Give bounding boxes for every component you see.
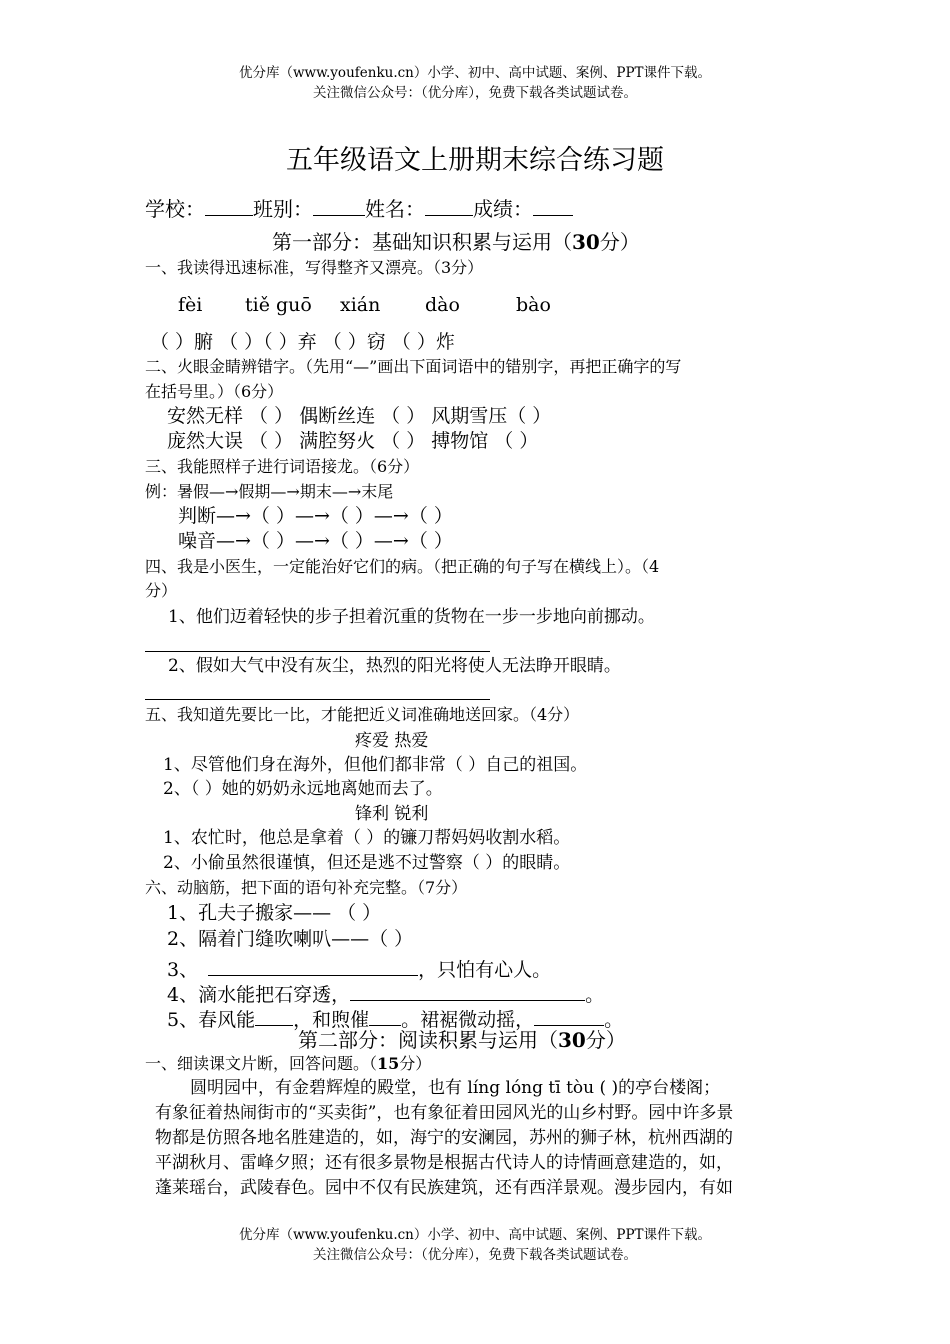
q1-pinyin-1: fèi [178,294,203,316]
q3-row-1: 判断—→（ ）—→（ ）—→（ ） [178,505,453,527]
q6-item-5-end: 。 [604,1009,624,1031]
q2-prompt-a: 二、火眼金睛辨错字。（先用“—”画出下面词语中的错别字，再把正确字的写 [145,357,682,376]
q6-item-5 [167,1006,623,1030]
q6-item-2: 2、隔着门缝吹喇叭——（ ） [167,928,414,950]
name-blank[interactable] [425,195,473,216]
name-label: 姓名： [365,197,425,221]
part2-q1-points: 15 [377,1054,400,1073]
passage-line-5: 蓬莱瑶台，武陵春色。园中不仅有民族建筑，还有西洋景观。漫步园内，有如 [155,1178,733,1198]
q3-prompt: 三、我能照样子进行词语接龙。（6分） [145,457,420,476]
q5-pair2-sentence-2: 2、小偷虽然很谨慎，但还是逃不过警察（ ）的眼睛。 [163,853,571,873]
q5-pair2-sentence-1: 1、农忙时，他总是拿着（ ）的镰刀帮妈妈收割水稻。 [163,828,571,848]
q5-prompt: 五、我知道先要比一比，才能把近义词准确地送回家。（4分） [145,705,580,724]
q1-pinyin-3: xián [340,294,381,316]
part2-heading [298,1030,626,1050]
q4-sentence-1: 1、他们迈着轻快的步子担着沉重的货物在一步一步地向前挪动。 [168,607,655,627]
q2-prompt-b: 在括号里。）（6分） [145,382,284,401]
passage-line-1: 圆明园中，有金碧辉煌的殿堂，也有 líng lóng tī tòu ( )的亭台楼阁； [190,1078,721,1098]
q6-item-4-blank[interactable] [350,981,585,1001]
footer-line-2: 关注微信公众号：（优分库），免费下载各类试题试卷。 [313,1247,637,1263]
score-label: 成绩： [473,197,533,221]
part2-q1-prompt-text: 一、细读课文片断，回答问题。（ [145,1054,378,1073]
part2-heading-text: 第二部分：阅读积累与运用（ [298,1028,558,1052]
q6-item-4 [167,981,604,1005]
page-title: 五年级语文上册期末综合练习题 [286,145,664,176]
q4-prompt-b: 分） [145,581,178,600]
part1-points: 30 [572,230,600,254]
q2-row-1: 安然无样 （ ） 偶断丝连 （ ） 风期雪压（ ） [167,405,552,427]
part1-heading [272,232,640,252]
q4-answer-line-1[interactable] [145,651,490,652]
q6-item-4-end: 。 [585,984,605,1006]
part1-heading-text: 第一部分：基础知识积累与运用（ [272,230,572,254]
school-blank[interactable] [205,195,253,216]
q5-pair1-sentence-2: 2、（ ）她的奶奶永远地离她而去了。 [163,779,443,799]
q6-item-5-blank-3[interactable] [534,1006,604,1026]
part2-heading-end: 分） [585,1028,626,1052]
q1-answer-line: （ ）腑 （ ）（ ）弃 （ ）窃 （ ）炸 [150,331,455,353]
q6-item-5-blank-2[interactable] [369,1006,401,1026]
score-blank[interactable] [533,195,573,216]
q3-row-2: 噪音—→（ ）—→（ ）—→（ ） [178,530,453,552]
q1-pinyin-4: dào [425,294,460,316]
q4-sentence-2: 2、假如大气中没有灰尘，热烈的阳光将使人无法睁开眼睛。 [168,656,621,676]
q6-prompt: 六、动脑筋，把下面的语句补充完整。（7分） [145,878,468,897]
q5-word-pair-2: 锋利 锐利 [355,804,429,824]
q6-item-3-blank[interactable] [208,956,418,976]
q6-item-3 [167,956,551,980]
passage-line-2: 有象征着热闹街市的“买卖街”，也有象征着田园风光的山乡村野。园中许多景 [155,1103,734,1123]
q5-pair1-sentence-1: 1、尽管他们身在海外，但他们都非常（ ）自己的祖国。 [163,755,588,775]
class-blank[interactable] [313,195,365,216]
header-line-1: 优分库（www.youfenku.cn）小学、初中、高中试题、案例、PPT课件下载。 [238,65,712,81]
q6-item-5-blank-1[interactable] [255,1006,293,1026]
student-info-line [145,195,573,219]
q6-item-3-number: 3、 [167,959,199,981]
q1-pinyin-2: tiě guō [245,294,312,316]
q1-prompt: 一、我读得迅速标准，写得整齐又漂亮。（3分） [145,258,484,277]
q6-item-5-text-c: 。裙裾微动摇， [401,1009,535,1031]
part2-points: 30 [558,1028,586,1052]
school-label: 学校： [145,197,205,221]
class-label: 班别： [253,197,313,221]
q6-item-1: 1、孔夫子搬家—— （ ） [167,902,382,924]
q4-prompt-a: 四、我是小医生，一定能治好它们的病。（把正确的句子写在横线上）。（4 [145,557,660,576]
passage-line-3: 物都是仿照各地名胜建造的，如，海宁的安澜园，苏州的狮子林，杭州西湖的 [155,1128,733,1148]
q3-example: 例：暑假—→假期—→期末—→末尾 [145,482,394,501]
footer-line-1: 优分库（www.youfenku.cn）小学、初中、高中试题、案例、PPT课件下载。 [238,1227,712,1243]
q6-item-3-text: ，只怕有心人。 [418,959,552,981]
q5-word-pair-1: 疼爱 热爱 [355,731,429,751]
part2-q1-prompt-end: 分） [399,1054,432,1073]
passage-line-4: 平湖秋月、雷峰夕照；还有很多景物是根据古代诗人的诗情画意建造的，如， [155,1153,733,1173]
header-line-2: 关注微信公众号：（优分库），免费下载各类试题试卷。 [313,85,637,101]
q6-item-4-text: 4、滴水能把石穿透， [167,984,351,1006]
part1-heading-end: 分） [599,230,640,254]
q4-answer-line-2[interactable] [145,699,490,700]
q6-item-5-text-a: 5、春风能 [167,1009,256,1031]
q2-row-2: 庞然大误 （ ） 满腔努火 （ ） 搏物馆 （ ） [167,430,539,452]
q6-item-5-text-b: ，和煦催 [293,1009,370,1031]
part2-q1-prompt [145,1056,431,1072]
q1-pinyin-5: bào [516,294,551,316]
